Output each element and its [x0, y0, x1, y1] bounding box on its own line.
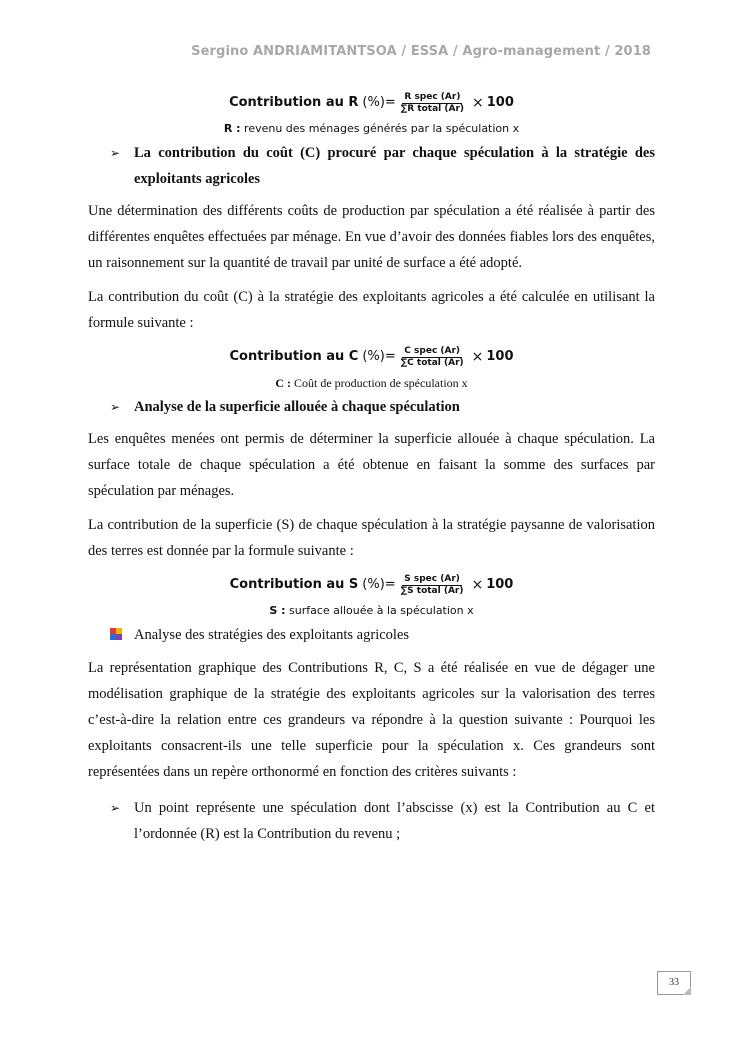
formula-s-label: Contribution au S — [229, 577, 359, 592]
legend-r-text: revenu des ménages générés par la spéculation x — [240, 122, 520, 135]
formula-c-label: Contribution au C — [229, 349, 359, 364]
formula-c-fraction — [399, 346, 466, 369]
bullet-point — [110, 795, 655, 847]
bullet-point-text: Un point représente une spéculation dont l’abscisse (x) est la Contribution au C et l’ordonnée (R) est la Contribution du revenu ; — [134, 800, 655, 842]
bullet-analyse-text: Analyse des stratégies des exploitants agricoles — [134, 627, 410, 643]
paragraph-4: La contribution de la superficie (S) de chaque spéculation à la stratégie paysanne de valorisation des terres est donnée par la formule suivante : — [88, 517, 655, 559]
formula-r-factor: 100 — [486, 95, 514, 110]
formula-c — [88, 344, 655, 370]
quad-bullet-icon — [110, 622, 134, 649]
formula-r-numerator: R spec (Ar) — [404, 91, 461, 102]
legend-c-key: C : — [275, 376, 292, 390]
formula-r-pct: (%)= — [362, 95, 396, 110]
formula-s — [88, 572, 655, 598]
formula-r — [88, 90, 655, 116]
page-number: 33 — [657, 971, 691, 995]
legend-c — [88, 374, 655, 392]
formula-s-fraction — [399, 574, 466, 597]
formula-s-denominator: ∑S total (Ar) — [400, 585, 464, 596]
formula-c-factor: 100 — [486, 349, 514, 364]
arrow-bullet-icon: ➢ — [110, 801, 121, 815]
formula-r-times: × — [472, 95, 484, 111]
bullet-surface-text: Analyse de la superficie allouée à chaque spéculation — [134, 399, 460, 415]
paragraph-1: Une détermination des différents coûts de production par spéculation a été réalisée à partir des différentes enquêtes effectuées par ménage. En vue d’avoir des données fiables lors des enquêtes, un raisonnement sur la quantité de travail par unité de surface a été adopté. — [88, 203, 655, 271]
formula-c-pct: (%)= — [362, 349, 396, 364]
bullet-surface — [110, 394, 655, 420]
formula-c-times: × — [471, 349, 484, 365]
formula-s-numerator: S spec (Ar) — [404, 573, 460, 584]
formula-s-factor: 100 — [486, 577, 514, 592]
formula-c-denominator: ∑C total (Ar) — [400, 357, 464, 368]
paragraph-3: Les enquêtes menées ont permis de déterminer la superficie allouée à chaque spéculation. La surface totale de chaque spéculation a été obtenue en faisant la somme des surfaces par spéculation par ménages. — [88, 431, 655, 499]
legend-s-key: S : — [269, 604, 286, 617]
formula-s-pct: (%)= — [362, 577, 396, 592]
formula-s-times: × — [471, 577, 484, 593]
page-content — [88, 90, 655, 853]
arrow-bullet-icon: ➢ — [110, 146, 121, 160]
bullet-cost-text: La contribution du coût (C) procuré par chaque spéculation à la stratégie des exploitants agricoles — [134, 145, 655, 187]
paragraph-2: La contribution du coût (C) à la stratégie des exploitants agricoles a été calculée en utilisant la formule suivante : — [88, 289, 655, 331]
legend-r-key: R : — [223, 122, 241, 135]
legend-s — [88, 602, 655, 620]
bullet-cost — [110, 140, 655, 192]
running-header: Sergino ANDRIAMITANTSOA / ESSA / Agro-management / 2018 — [191, 44, 651, 59]
formula-r-denominator: ∑R total (Ar) — [400, 103, 465, 114]
formula-r-fraction — [399, 92, 466, 115]
legend-c-text: Coût de production de spéculation x — [291, 376, 468, 390]
legend-r — [88, 120, 655, 138]
bullet-analyse — [110, 622, 655, 649]
formula-r-label: Contribution au R — [229, 95, 359, 110]
paragraph-5: La représentation graphique des Contributions R, C, S a été réalisée en vue de dégager une modélisation graphique de la stratégie des exploitants agricoles sur la valorisation des terres c’est-à-dire la relation entre ces grandeurs va répondre à la question suivante : Pourquoi les exploitants consacrent-ils une telle superficie pour la spéculation x. Ces grandeurs sont représentées dans un repère orthonormé en fonction des critères suivants : — [88, 660, 655, 780]
legend-s-text: surface allouée à la spéculation x — [285, 604, 474, 617]
arrow-bullet-icon: ➢ — [110, 400, 121, 414]
formula-c-numerator: C spec (Ar) — [404, 345, 461, 356]
